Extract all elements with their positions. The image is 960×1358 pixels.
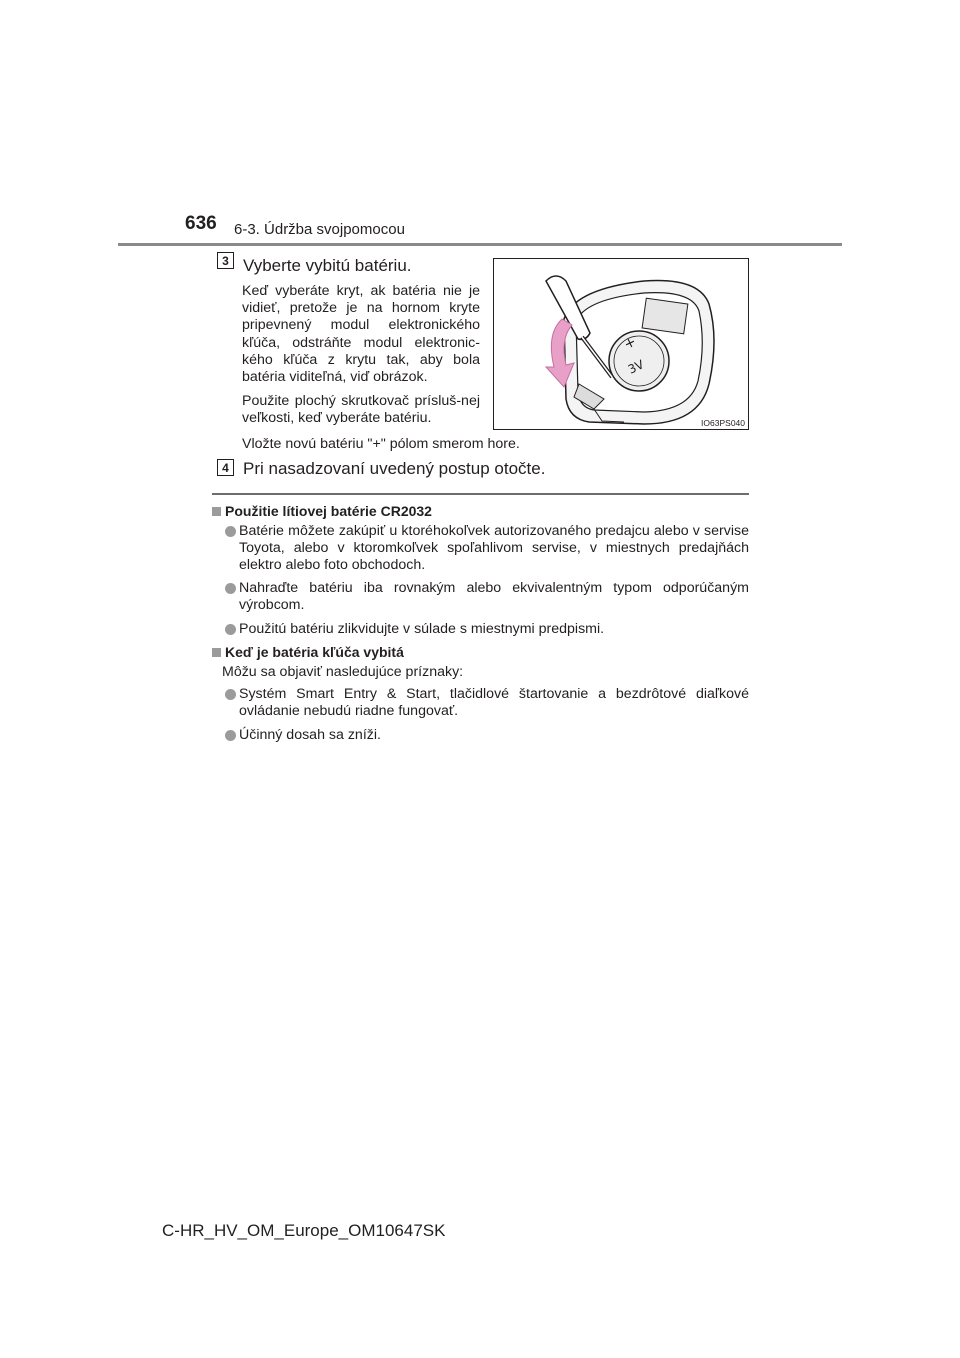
step-number-4: 4: [217, 459, 234, 476]
battery-plus-label: +: [621, 333, 639, 354]
step-3-paragraph-1: Keď vyberáte kryt, ak batéria nie je vidieť, pretože je na hornom kryte pripevnený modul elektronického kľúča, odstráňte modul elektronic-kého kľúča z krytu tak, aby bola batéria viditeľná, viď obrázok.: [242, 283, 480, 386]
note-heading-battery-type-text: Použitie lítiovej batérie CR2032: [225, 503, 432, 519]
circle-bullet-icon: [225, 526, 236, 537]
note-heading-low-battery-text: Keď je batéria kľúča vybitá: [225, 644, 404, 660]
circle-bullet-icon: [225, 583, 236, 594]
square-bullet-icon: [212, 648, 221, 657]
circle-bullet-icon: [225, 689, 236, 700]
step-4-heading: Pri nasadzovaní uvedený postup otočte.: [243, 459, 546, 478]
list-item: [225, 727, 749, 744]
list-item-text: Systém Smart Entry & Start, tlačidlové štartovanie a bezdrôtové diaľkové ovládanie nebudú riadne fungovať.: [239, 686, 749, 719]
step-3-paragraph-2: Použite plochý skrutkovač prísluš-nej veľkosti, keď vyberáte batériu.: [242, 393, 480, 427]
list-item: [225, 686, 749, 720]
key-illustration-svg: [494, 259, 749, 430]
section-title: 6-3. Údržba svojpomocou: [234, 221, 405, 238]
step-number-3: 3: [217, 252, 234, 269]
list-item-text: Batérie môžete zakúpiť u ktoréhokoľvek autorizovaného predajcu alebo v servise Toyota, alebo v ktoromkoľvek spoľahlivom servise, v miestnych predajňách elektro alebo foto obchodoch.: [239, 523, 749, 573]
circuit-module-shape: [642, 298, 688, 334]
page-number: 636: [185, 213, 217, 234]
header-divider: [118, 243, 842, 246]
circle-bullet-icon: [225, 624, 236, 635]
step-3-heading: Vyberte vybitú batériu.: [243, 256, 412, 275]
circle-bullet-icon: [225, 730, 236, 741]
key-battery-illustration: [493, 258, 749, 430]
list-item-text: Účinný dosah sa zníži.: [239, 727, 381, 743]
square-bullet-icon: [212, 507, 221, 516]
list-item: [225, 523, 749, 574]
note-heading-battery-type: [212, 503, 432, 519]
low-battery-intro: Môžu sa objaviť nasledujúce príznaky:: [222, 664, 464, 680]
list-item-text: Použitú batériu zlikvidujte v súlade s miestnymi predpismi.: [239, 621, 605, 637]
battery-voltage-label: 3V: [625, 357, 647, 377]
figure-code: IO63PS040: [701, 418, 745, 428]
notes-divider: [212, 493, 749, 495]
list-item: [225, 621, 749, 638]
note-heading-low-battery: [212, 644, 404, 660]
list-item: [225, 580, 749, 614]
document-code: C-HR_HV_OM_Europe_OM10647SK: [162, 1221, 446, 1240]
list-item-text: Nahraďte batériu iba rovnakým alebo ekvivalentným typom odporúčaným výrobcom.: [239, 580, 749, 613]
step-3-paragraph-3: Vložte novú batériu "+" pólom smerom hore.: [242, 436, 520, 452]
